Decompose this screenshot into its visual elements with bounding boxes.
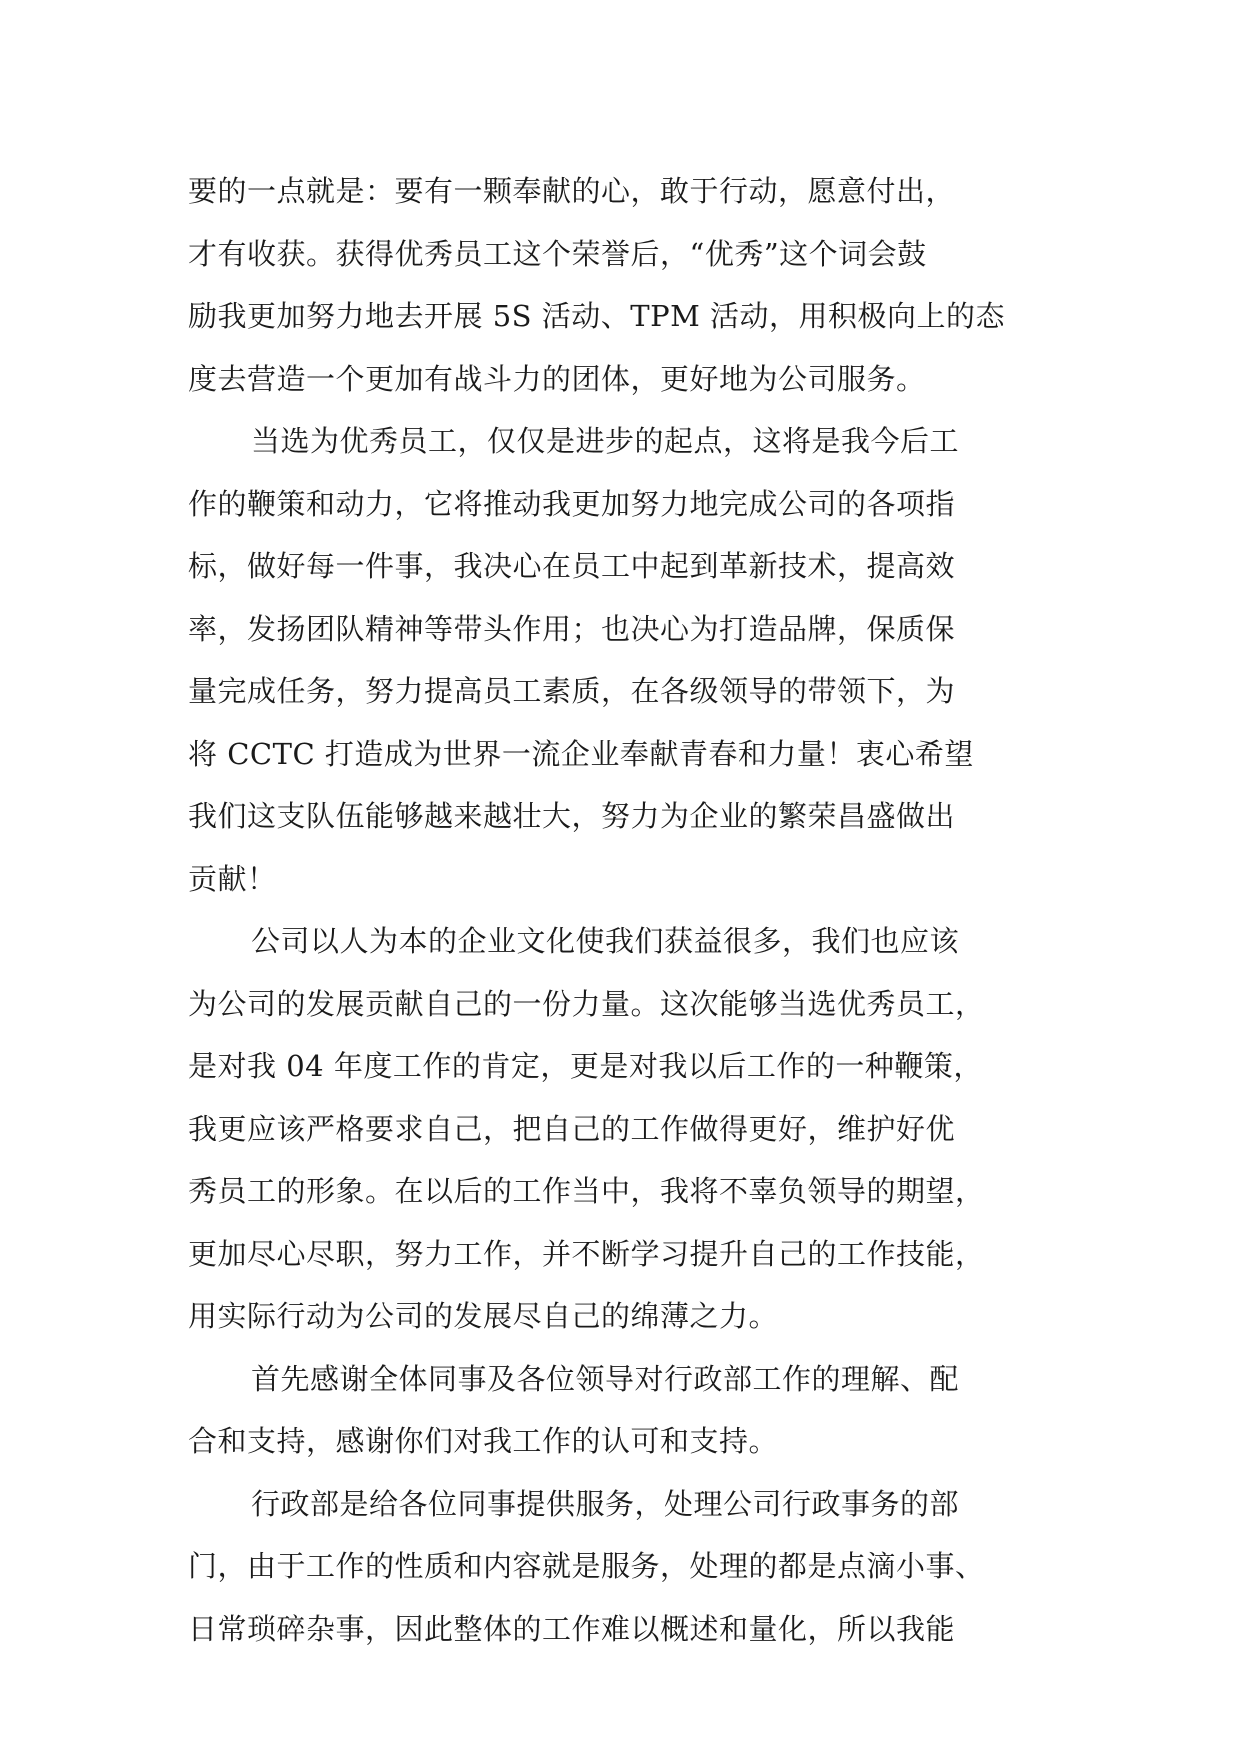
text-line: 合和支持，感谢你们对我工作的认可和支持。 [188, 1424, 779, 1458]
text-line: 才有收获。获得优秀员工这个荣誉后，“优秀”这个词会鼓 [188, 236, 927, 271]
text-line: 励我更加努力地去开展 5S 活动、TPM 活动，用积极向上的态 [188, 299, 1006, 333]
text-line: 门，由于工作的性质和内容就是服务，处理的都是点滴小事、 [188, 1549, 985, 1583]
document-body [188, 160, 1068, 1660]
paragraph-1 [188, 160, 1068, 410]
text-line: 更加尽心尽职，努力工作，并不断学习提升自己的工作技能， [188, 1236, 985, 1271]
paragraph-4 [188, 1348, 1068, 1473]
text-line: 秀员工的形象。在以后的工作当中，我将不辜负领导的期望， [188, 1174, 985, 1208]
text-line: 日常琐碎杂事，因此整体的工作难以概述和量化，所以我能 [188, 1611, 956, 1646]
text-line: 是对我 04 年度工作的肯定，更是对我以后工作的一种鞭策， [188, 1049, 983, 1083]
text-line: 当选为优秀员工，仅仅是进步的起点，这将是我今后工 [251, 424, 960, 458]
text-line: 标，做好每一件事，我决心在员工中起到革新技术，提高效 [188, 549, 956, 583]
text-line: 用实际行动为公司的发展尽自己的绵薄之力。 [188, 1299, 779, 1333]
paragraph-3 [188, 910, 1068, 1348]
text-line: 将 CCTC 打造成为世界一流企业奉献青春和力量！衷心希望 [188, 736, 974, 771]
text-line: 公司以人为本的企业文化使我们获益很多，我们也应该 [251, 924, 960, 958]
text-line: 量完成任务，努力提高员工素质，在各级领导的带领下，为 [188, 674, 956, 708]
text-line: 要的一点就是：要有一颗奉献的心，敢于行动，愿意付出， [188, 174, 956, 208]
text-line: 我更应该严格要求自己，把自己的工作做得更好，维护好优 [188, 1111, 956, 1146]
text-line: 我们这支队伍能够越来越壮大，努力为企业的繁荣昌盛做出 [188, 799, 956, 833]
text-line: 作的鞭策和动力，它将推动我更加努力地完成公司的各项指 [188, 486, 956, 521]
text-line: 行政部是给各位同事提供服务，处理公司行政事务的部 [251, 1486, 960, 1521]
paragraph-2 [188, 410, 1068, 910]
text-line: 贡献！ [188, 861, 277, 896]
paragraph-5 [188, 1473, 1068, 1661]
text-line: 度去营造一个更加有战斗力的团体，更好地为公司服务。 [188, 361, 926, 396]
text-line: 率，发扬团队精神等带头作用；也决心为打造品牌，保质保 [188, 611, 956, 646]
text-line: 为公司的发展贡献自己的一份力量。这次能够当选优秀员工， [188, 986, 985, 1021]
text-line: 首先感谢全体同事及各位领导对行政部工作的理解、配 [251, 1361, 960, 1396]
